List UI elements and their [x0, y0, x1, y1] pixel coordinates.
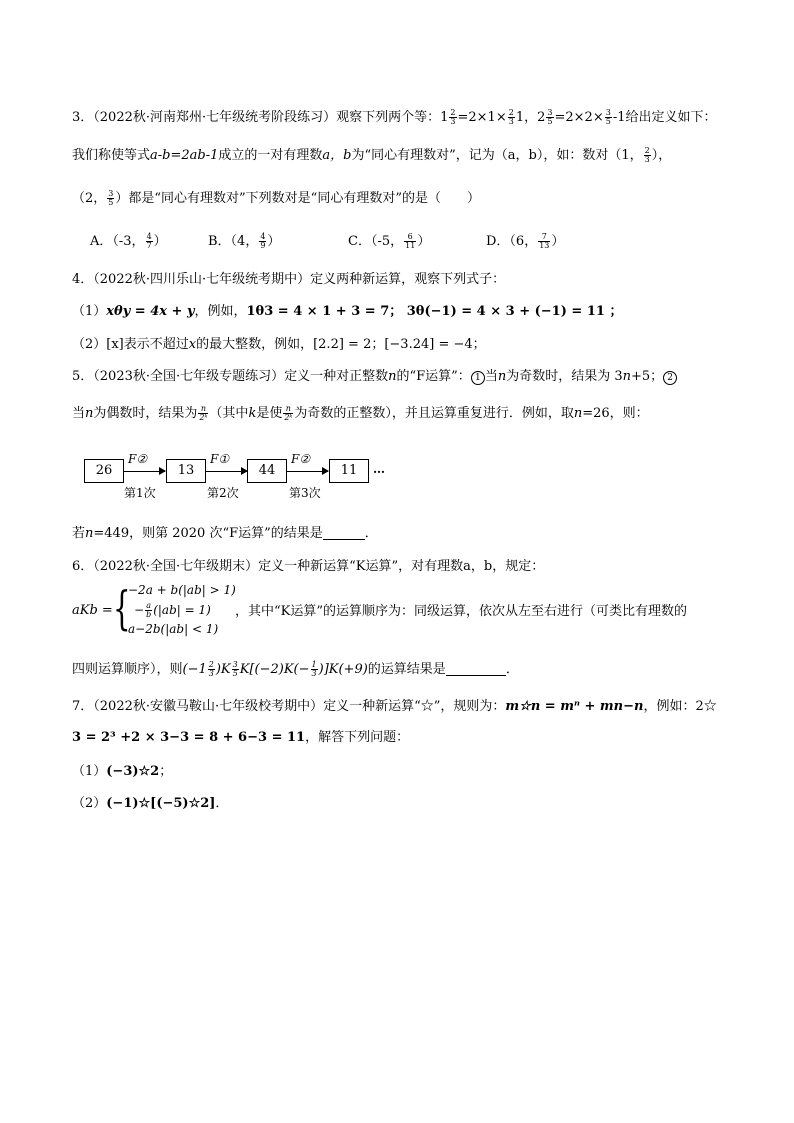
q3-intro: 3．（2022秋·河南郑州·七年级统考阶段练习）观察下列两个等： [72, 110, 441, 125]
q3-line2: 我们称使等式a-b=2ab-1成立的一对有理数a，b为“同心有理数对”，记为（a，b），如：数对（1， $\frac{2}{3}$ ）， [72, 146, 672, 164]
q3-sep: ， [524, 110, 538, 125]
q5-line1: 5．（2023秋·全国·七年级专题练习）定义一种对正整数n的“F运算”： 1 当n为奇数时，结果为 3n+5； 2 [72, 367, 734, 387]
flow-box-4: 11 [329, 459, 369, 483]
flow-arrow-3 [286, 471, 328, 472]
flow-step-3: 第3次 [289, 486, 321, 500]
q5-line3: 若n=449，则第 2020 次“F运算”的结果是 ． [72, 526, 378, 541]
option-a[interactable]: A．（-3， $\frac{4}{7}$ ） [90, 232, 167, 250]
q6-line2: ，其中“K运算”的运算顺序为：同级运算，依次从左至右进行（可类比有理数的 [235, 604, 688, 619]
q6-case2: − $\frac{a}{b}$ (|ab| = 1) [134, 601, 211, 619]
q6-case3: a−2b(|ab| < 1) [128, 622, 219, 636]
q3-suffix: 给出定义如下： [625, 110, 717, 125]
q7-line1: 7．（2022秋·安徽马鞍山·七年级校考期中）定义一种新运算“☆”，规则为：m☆n = mⁿ + mn−n，例如：2☆ [72, 699, 717, 714]
circled-two: 2 [663, 371, 677, 385]
q5-line2: 当n为偶数时，结果为 $\frac{n}{\text{2ᵏ}}$ （其中k是使 $\frac{n}{\text{2ᵏ}}$ 为奇数的正整数），并且运算重复进行．例如，取n=26，则： [72, 404, 649, 422]
q7-sub2: （2）(−1)☆[(−5)☆2]． [72, 796, 229, 811]
q7-line2: 3 = 2³ +2 × 3−3 = 8 + 6−3 = 11，解答下列问题： [72, 730, 410, 745]
flow-arrow-1 [123, 471, 165, 472]
q4-line1: 4．（2022秋·四川乐山·七年级统考期中）定义两种新运算，观察下列式子： [72, 272, 506, 287]
q6-line1: 6．（2022秋·全国·七年级期末）定义一种新运算“K运算”，对有理数a，b，规定： [72, 559, 545, 574]
q3-line3: （2， $\frac{3}{5}$ ）都是“同心有理数对”下列数对是“同心有理数对”的是（ ） [72, 189, 480, 207]
flow-arrow-label-1: F② [128, 452, 148, 466]
q3-line1 [72, 108, 734, 128]
answer-blank-q6[interactable] [446, 661, 506, 676]
flow-arrow-label-2: F① [210, 452, 230, 466]
flow-arrow-2 [205, 471, 247, 472]
q4-line2: （1）xθy = 4x + y，例如，1θ3 = 4 × 1 + 3 = 7； 3θ(−1) = 4 × 3 + (−1) = 11 ； [72, 304, 623, 319]
q6-case1: −2a + b(|ab| > 1) [128, 583, 236, 597]
circled-one: 1 [471, 371, 485, 385]
flow-ellipsis: … [373, 462, 385, 476]
flow-box-3: 44 [247, 459, 287, 483]
q3-eq1: 1 $\frac{2}{3}$ =2×1× $\frac{2}{3}$ 1 [440, 108, 525, 126]
answer-blank-q5[interactable] [323, 525, 365, 540]
q6-brace: { [113, 581, 131, 635]
option-b[interactable]: B．（4， $\frac{4}{9}$ ） [208, 232, 281, 250]
q7-sub1: （1）(−3)☆2； [72, 764, 173, 779]
q6-lhs: aKb = [72, 603, 113, 618]
q4-line3: （2）[x]表示不超过x的最大整数，例如，[2.2] = 2；[−3.24] = −4； [72, 337, 486, 352]
flow-arrow-label-3: F② [291, 452, 311, 466]
q3-eq2: 2 $\frac{3}{5}$ =2×2× $\frac{3}{5}$ -1 [537, 108, 626, 126]
option-d[interactable]: D．（6， $\frac{7}{13}$ ） [486, 232, 565, 250]
flow-step-1: 第1次 [124, 486, 156, 500]
flow-box-2: 13 [166, 459, 206, 483]
flow-step-2: 第2次 [207, 486, 239, 500]
option-c[interactable]: C．（-5， $\frac{6}{11}$ ） [348, 232, 431, 250]
flow-box-1: 26 [84, 459, 124, 483]
q6-line3: 四则运算顺序），则(−1 $\frac{2}{3}$ )K $\frac{3}{5}$ K[(−2)K(− $\frac{1}{3}$ )]K(+9)的运算结果是 ． [72, 660, 519, 678]
